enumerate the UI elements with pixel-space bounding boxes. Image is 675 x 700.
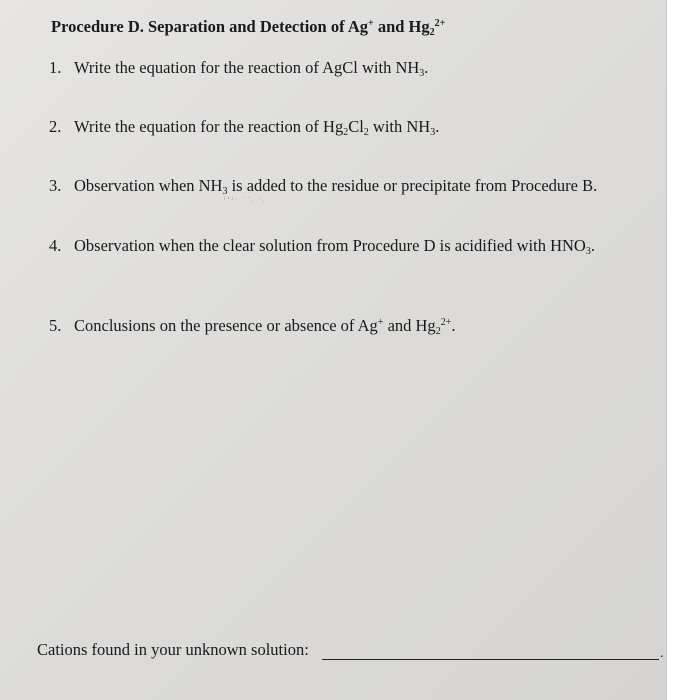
cations-found-label: Cations found in your unknown solution: xyxy=(37,640,309,659)
question-5: 5. Conclusions on the presence or absence of Ag+ and $Hg_2^{2+}$. xyxy=(49,316,456,337)
question-4: 4. Observation when the clear solution from Procedure D is acidified with $HNO_3$. xyxy=(49,236,595,257)
trailing-period: . xyxy=(660,646,664,661)
cations-answer-line[interactable] xyxy=(322,659,659,660)
question-1: 1. Write the equation for the reaction of AgCl with $NH_3$. xyxy=(49,58,429,79)
question-3: 3. Observation when $NH_3$ is added to the residue or precipitate from Procedure B. xyxy=(49,176,598,197)
pencil-marks: ⁱʼⁱˑ ˈˈ. ˑ. xyxy=(224,196,267,204)
question-2: 2. Write the equation for the reaction of $Hg_2Cl_2$ with $NH_3$. xyxy=(49,117,440,138)
page-edge xyxy=(666,0,675,700)
procedure-heading: Procedure D. Separation and Detection of Ag+ and $Hg_2^{2+}$ xyxy=(51,17,446,38)
